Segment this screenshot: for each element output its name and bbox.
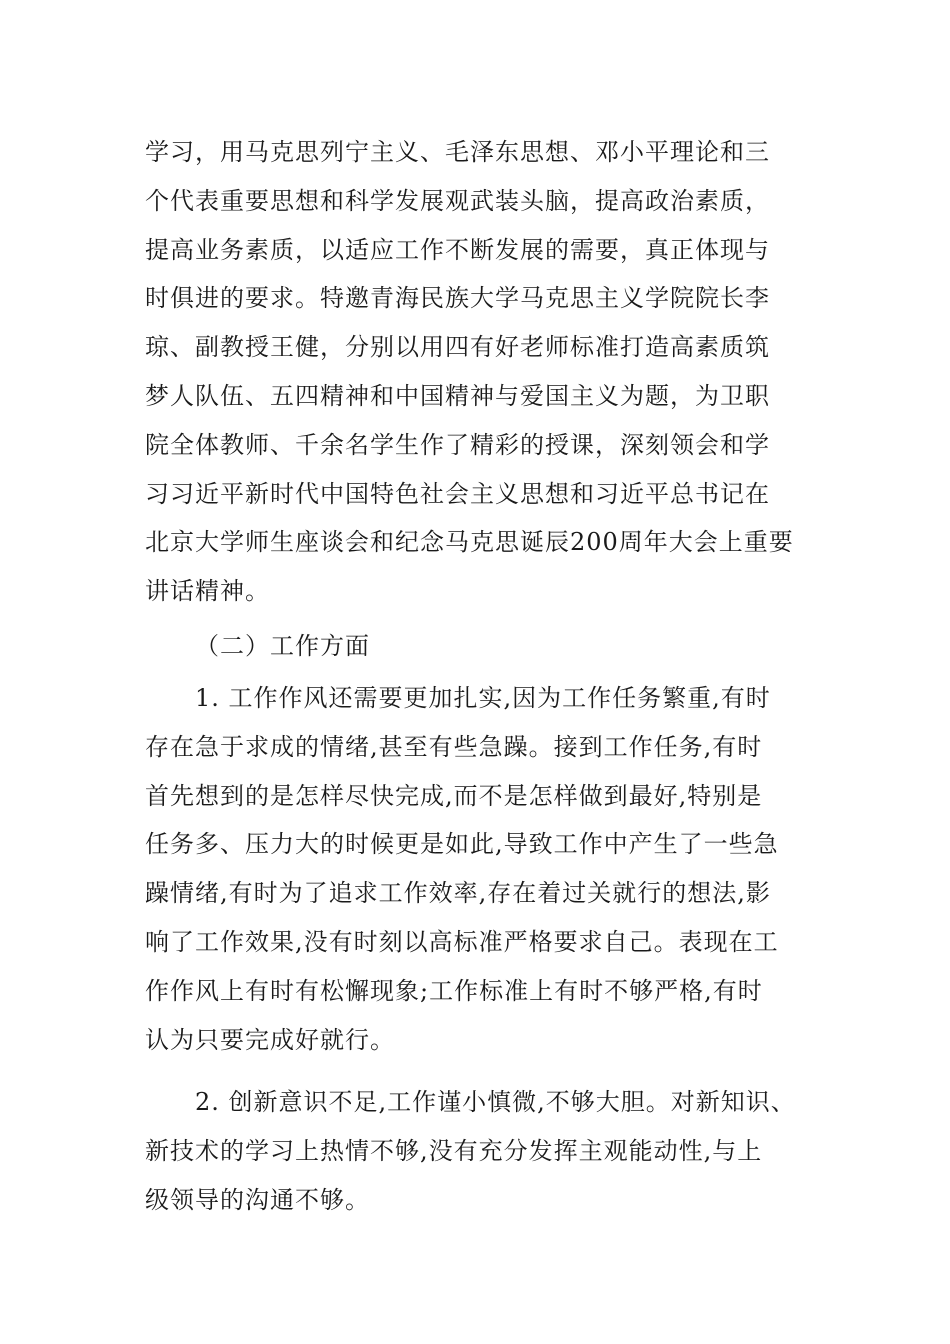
text-line: 学习，用马克思列宁主义、毛泽东思想、邓小平理论和三 [145,138,770,166]
text-line: 存在急于求成的情绪,甚至有些急躁。接到工作任务,有时 [145,732,763,761]
text-line: 梦人队伍、五四精神和中国精神与爱国主义为题，为卫职 [145,381,770,410]
text-line: 任务多、压力大的时候更是如此,导致工作中产生了一些急 [145,830,779,859]
paragraph-study [145,128,815,616]
text-line: 北京大学师生座谈会和纪念马克思诞辰200周年大会上重要 [145,528,794,557]
text-line: 院全体教师、千余名学生作了精彩的授课，深刻领会和学 [145,430,770,459]
text-line: 提高业务素质，以适应工作不断发展的需要，真正体现与 [145,235,770,264]
text-line: 级领导的沟通不够。 [145,1185,370,1214]
text-line: 时俱进的要求。特邀青海民族大学马克思主义学院院长李 [145,284,770,313]
section-heading [145,622,815,671]
text-line: 讲话精神。 [145,577,270,606]
text-line: 习习近平新时代中国特色社会主义思想和习近平总书记在 [145,479,770,508]
text-line: 响了工作效果,没有时刻以高标准严格要求自己。表现在工 [145,927,779,956]
text-line: 认为只要完成好就行。 [145,1025,395,1054]
text-line: 躁情绪,有时为了追求工作效率,存在着过关就行的想法,影 [145,879,771,908]
text-line: 作作风上有时有松懈现象;工作标准上有时不够严格,有时 [145,976,763,1005]
paragraph-innovation [145,1078,815,1224]
text-line: 1. 工作作风还需要更加扎实,因为工作任务繁重,有时 [195,684,771,712]
paragraph-work-style [145,674,815,1064]
text-line: 2. 创新意识不足,工作谨小慎微,不够大胆。对新知识、 [195,1088,796,1116]
text-line: 琼、副教授王健，分别以用四有好老师标准打造高素质筑 [145,333,770,362]
text-line: 首先想到的是怎样尽快完成,而不是怎样做到最好,特别是 [145,781,763,810]
section-heading-text: （二）工作方面 [195,632,370,660]
text-line: 新技术的学习上热情不够,没有充分发挥主观能动性,与上 [145,1136,763,1165]
text-line: 个代表重要思想和科学发展观武装头脑，提高政治素质， [145,186,770,215]
